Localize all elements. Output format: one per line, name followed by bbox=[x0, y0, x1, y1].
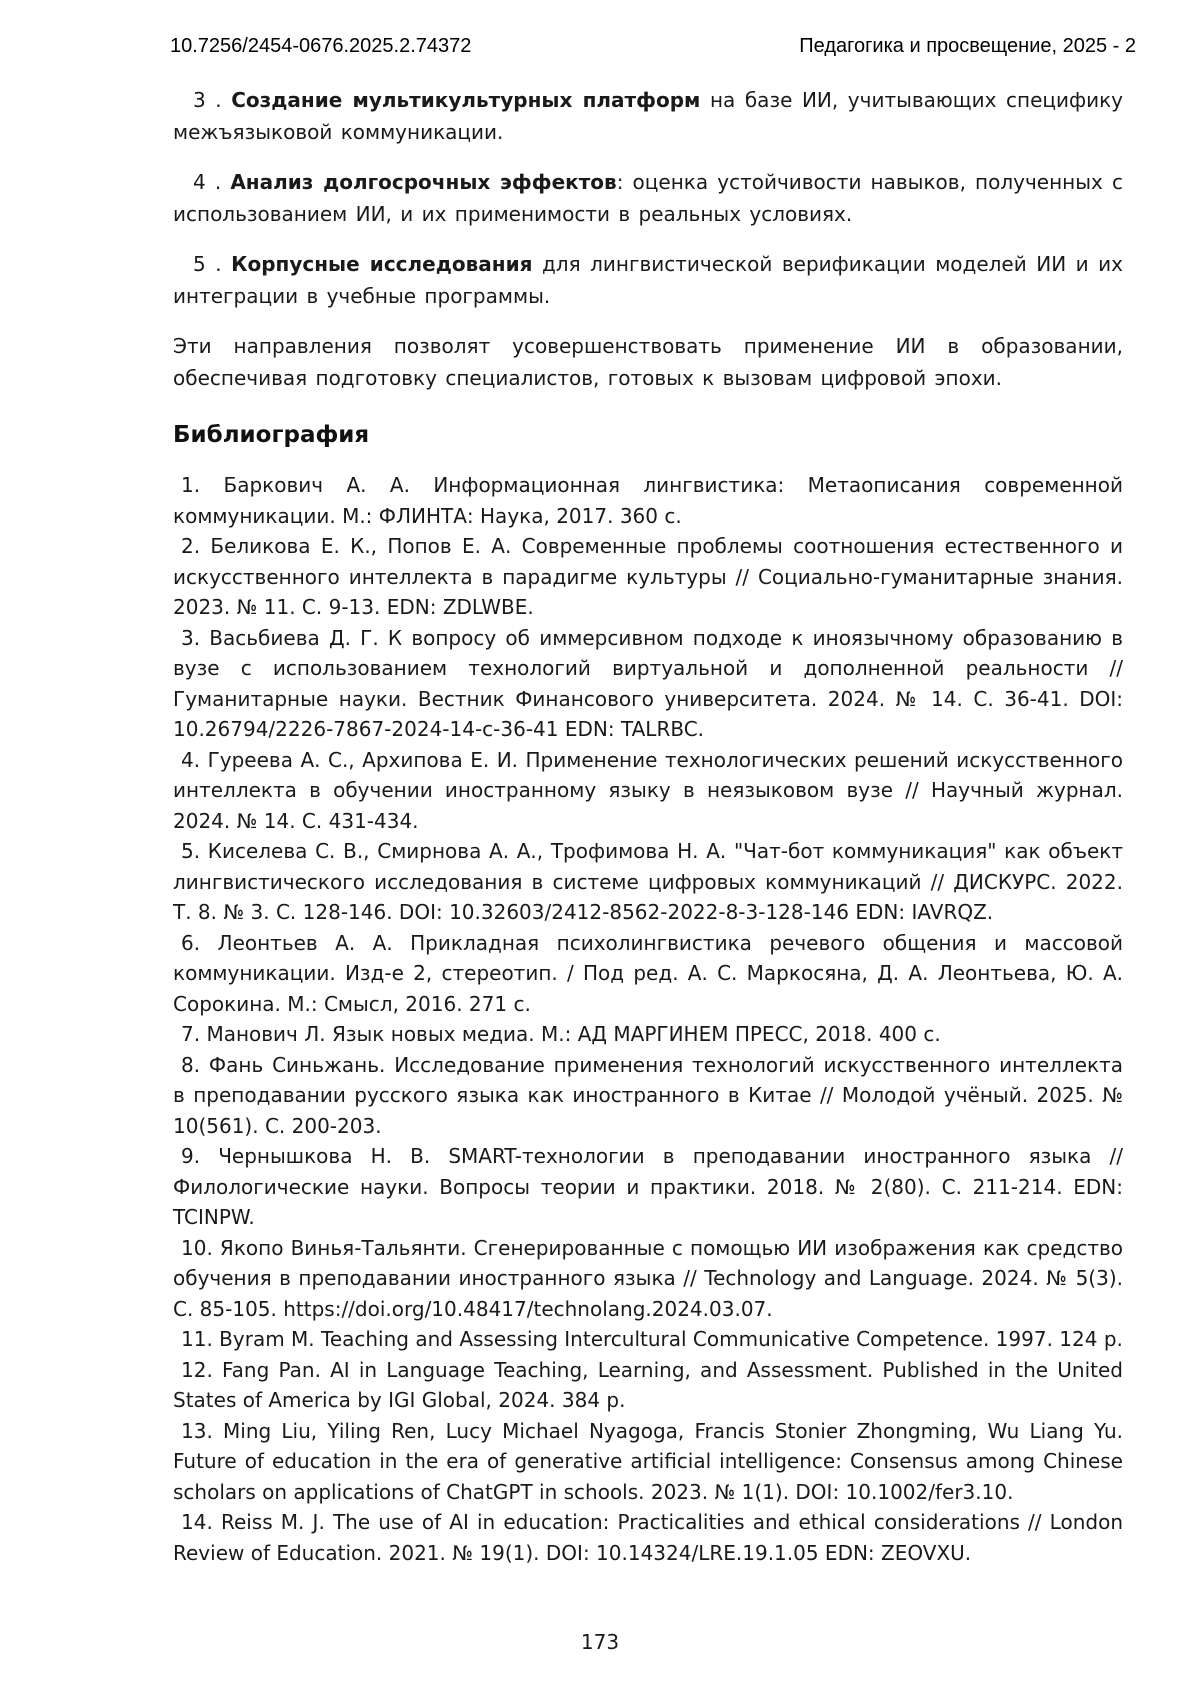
paragraph-lead: Создание мультикультурных платформ bbox=[231, 88, 701, 112]
paragraph-text: Эти направления позволят усовершенствовать применение ИИ в образовании, обеспечивая подготовку специалистов, готовых к вызовам цифровой эпохи. bbox=[173, 334, 1123, 390]
bibliography-list bbox=[173, 470, 1123, 1568]
bibliography-entry-5: 5. Киселева С. В., Смирнова А. А., Трофимова Н. А. "Чат-бот коммуникация" как объект лингвистического исследования в системе цифровых коммуникаций // ДИСКУРС. 2022. Т. 8. № 3. С. 128-146. DOI: 10.32603/2412-8562-2022-8-3-128-146 EDN: IAVRQZ. bbox=[173, 839, 1123, 924]
header-doi: 10.7256/2454-0676.2025.2.74372 bbox=[170, 35, 472, 57]
paragraph-item-4 bbox=[173, 166, 1123, 230]
paragraph-item-3 bbox=[173, 84, 1123, 148]
bibliography-entry-7: 7. Манович Л. Язык новых медиа. М.: АД МАРГИНЕМ ПРЕСС, 2018. 400 с. bbox=[181, 1022, 941, 1046]
paragraph-text: на базе ИИ, учитывающих специфику межъязыковой коммуникации. bbox=[173, 88, 1123, 144]
page-number: 173 bbox=[580, 1630, 620, 1654]
paragraph-item-5 bbox=[173, 248, 1123, 312]
bibliography-entry-12: 12. Fang Pan. AI in Language Teaching, Learning, and Assessment. Published in the United States of America by IGI Global, 2024. 384 p. bbox=[173, 1357, 1123, 1412]
paragraph-lead: Корпусные исследования bbox=[231, 252, 533, 276]
bibliography-heading: Библиография bbox=[173, 422, 370, 448]
header-journal-title: Педагогика и просвещение, 2025 - 2 bbox=[799, 35, 1136, 57]
bibliography-entry-11: 11. Byram M. Teaching and Assessing Intercultural Communicative Competence. 1997. 124 p. bbox=[181, 1327, 1123, 1351]
closing-paragraph bbox=[173, 330, 1123, 394]
paragraph-number: 3 . bbox=[193, 88, 232, 112]
paragraph-text: для лингвистической верификации моделей ИИ и их интеграции в учебные программы. bbox=[173, 252, 1124, 308]
article-body bbox=[173, 84, 1123, 1568]
bibliography-entry-14: 14. Reiss M. J. The use of AI in education: Practicalities and ethical considerations // London Review of Education. 2021. № 19(1). DOI: 10.14324/LRE.19.1.05 EDN: ZEOVXU. bbox=[173, 1510, 1123, 1565]
bibliography-entry-9: 9. Чернышкова Н. В. SMART-технологии в преподавании иностранного языка // Филологические науки. Вопросы теории и практики. 2018. № 2(80). С. 211-214. EDN: TCINPW. bbox=[173, 1144, 1123, 1229]
paragraph-lead: Анализ долгосрочных эффектов bbox=[230, 170, 617, 194]
bibliography-entry-6: 6. Леонтьев А. А. Прикладная психолингвистика речевого общения и массовой коммуникации. Изд-е 2, стереотип. / Под ред. А. С. Маркосяна, Д. А. Леонтьева, Ю. А. Сорокина. М.: Смысл, 2016. 271 с. bbox=[173, 930, 1123, 1016]
bibliography-entry-1: 1. Баркович А. А. Информационная лингвистика: Метаописания современной коммуникации. М.: ФЛИНТА: Наука, 2017. 360 с. bbox=[173, 473, 1123, 528]
bibliography-entry-2: 2. Беликова Е. К., Попов Е. А. Современные проблемы соотношения естественного и искусственного интеллекта в парадигме культуры // Социально-гуманитарные знания. 2023. № 11. С. 9-13. EDN: ZDLWBE. bbox=[173, 534, 1123, 619]
paragraph-number: 5 . bbox=[193, 252, 232, 276]
bibliography-entry-4: 4. Гуреева А. С., Архипова Е. И. Применение технологических решений искусственного интеллекта в обучении иностранному языку в неязыковом вузе // Научный журнал. 2024. № 14. С. 431-434. bbox=[173, 747, 1123, 833]
page-header bbox=[0, 0, 1200, 58]
bibliography-entry-8: 8. Фань Синьжань. Исследование применения технологий искусственного интеллекта в преподавании русского языка как иностранного в Китае // Молодой учёный. 2025. № 10(561). С. 200-203. bbox=[173, 1052, 1123, 1138]
paragraph-number: 4 . bbox=[193, 170, 231, 194]
bibliography-entry-10: 10. Якопо Винья-Тальянти. Сгенерированные с помощью ИИ изображения как средство обучения в преподавании иностранного языка // Technology and Language. 2024. № 5(3). С. 85-105. https://doi.org/10.48417/technolang.2024.03.07. bbox=[173, 1235, 1123, 1321]
bibliography-entry-13: 13. Ming Liu, Yiling Ren, Lucy Michael Nyagoga, Francis Stonier Zhongming, Wu Liang Yu. Future of education in the era of generative artificial intelligence: Consensus among Chinese scholars on applications of ChatGPT in schools. 2023. № 1(1). DOI: 10.1002/fer3.10. bbox=[173, 1418, 1123, 1504]
bibliography-entry-3: 3. Васьбиева Д. Г. К вопросу об иммерсивном подходе к иноязычному образованию в вузе с использованием технологий виртуальной и дополненной реальности // Гуманитарные науки. Вестник Финансового университета. 2024. № 14. С. 36-41. DOI: 10.26794/2226-7867-2024-14-c-36-41 EDN: TALRBC. bbox=[173, 625, 1123, 741]
paragraph-text: : оценка устойчивости навыков, полученных с использованием ИИ, и их применимости в реальных условиях. bbox=[173, 170, 1123, 226]
